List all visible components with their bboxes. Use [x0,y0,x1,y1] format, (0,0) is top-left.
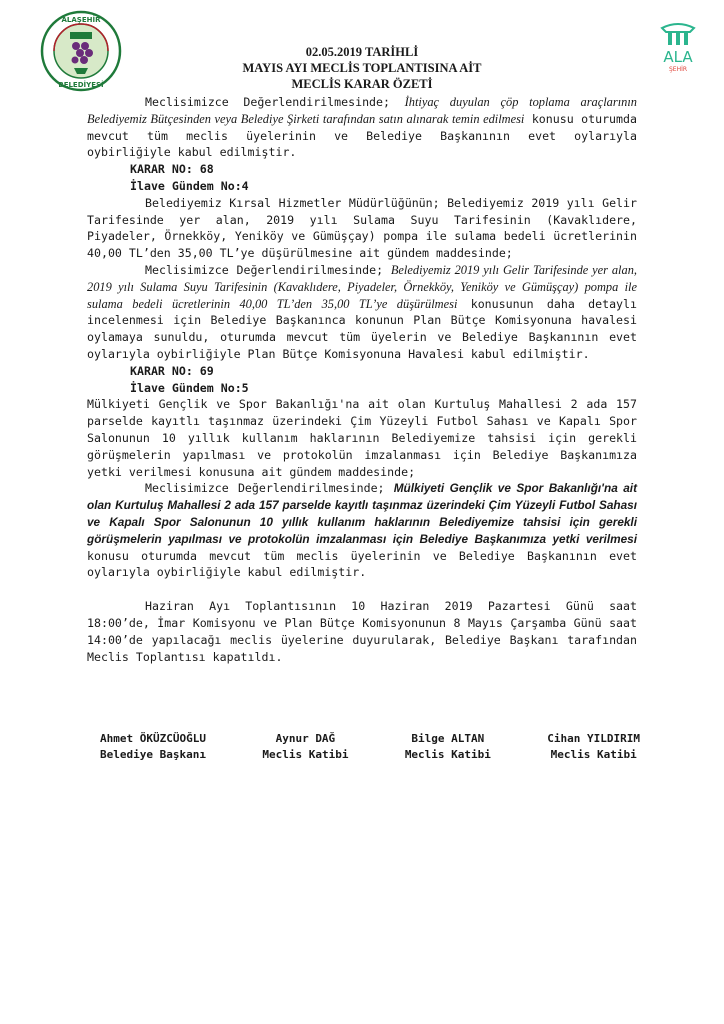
svg-text:ALAŞEHİR: ALAŞEHİR [61,16,101,24]
paragraph-decision-67: Meclisimizce Değerlendirilmesinde; İhtiyaç duyulan çöp toplama araçlarının Belediyemiz Bütçesinden veya Belediye Şirketi tarafından satın alınarak temin edilmesi konusu oturumda mevcut tüm meclis üyelerinin ve Belediye Başkanının evet oylarıyla oybirliğiyle kabul edilmiştir. [87,95,637,160]
document-header [0,44,724,92]
signatory-title: Meclis Katibi [404,748,491,761]
signatory-name: Ahmet ÖKÜZCÜOĞLU [100,732,206,745]
document-body [87,94,637,665]
bold-italic-subject: Mülkiyeti Gençlik ve Spor Bakanlığı'na ait olan Kurtuluş Mahallesi 2 ada 157 parselde kayıtlı taşınmaz üzerindeki Çim Yüzeyli Futbol Sahası ve Kapalı Spor Salonunun 10 yıllık kullanım haklarının Belediyemize tahsisi için gerekli görüşmelerin yapılması ve protokolün imzalanması için Belediye Başkanımıza yetki verilmesi [87,481,637,546]
signatory-title: Meclis Katibi [550,748,637,761]
signatory-name: Bilge ALTAN [411,732,485,745]
header-summary-title: MECLİS KARAR ÖZETİ [291,77,433,91]
italic-subject: İhtiyaç duyulan çöp toplama araçlarının Belediyemiz Bütçesinden veya Belediye Şirketi tarafından satın alınarak temin edilmesi [87,95,637,126]
italic-subject: Belediyemiz 2019 yılı Gelir Tarifesinde yer alan, 2019 yılı Sulama Suyu Tarifesinin (Kavaklıdere, Piyadeler, Örnekköy, Yeniköy ve Gümüşçay) pompa ile sulama bedeli ücretlerinin 40,00 TL’den 35,00 TL’ye düşürülmesi [87,262,637,311]
svg-text:ŞEHİR: ŞEHİR [668,66,688,73]
spacer [87,581,637,598]
signature-clerk-2 [405,731,491,763]
paragraph-decision-68: Meclisimizce Değerlendirilmesinde; Belediyemiz 2019 yılı Gelir Tarifesinde yer alan, 2019 yılı Sulama Suyu Tarifesinin (Kavaklıdere, Piyadeler, Örnekköy, Yeniköy ve Gümüşçay) pompa ile sulama bedeli ücretlerinin 40,00 TL’den 35,00 TL’ye düşürülmesi konusunun daha detaylı incelenmesi için Belediye Başkanınca konunun Plan Bütçe Komisyonuna havalesi oylamaya sunuldu, oturumda mevcut tüm üyelerin ve Belediye Başkanının evet oylarıyla oybirliğiyle Plan Bütçe Komisyonuna Havalesi kabul edilmiştir. [87,262,637,361]
paragraph-agenda-5: Mülkiyeti Gençlik ve Spor Bakanlığı'na ait olan Kurtuluş Mahallesi 2 ada 157 parselde kayıtlı taşınmaz üzerindeki Çim Yüzeyli Futbol Sahası ve Kapalı Spor Salonunun 10 yıllık kullanım haklarının Belediyemize tahsisi için gerekli görüşmelerin yapılması ve protokolün imzalanması için Belediye Başkanımıza yetki verilmesi konusuna ait gündem maddesinde; [87,397,637,479]
signatory-title: Belediye Başkanı [100,748,206,761]
svg-text:ALA: ALA [663,48,693,66]
paragraph-agenda-4: Belediyemiz Kırsal Hizmetler Müdürlüğünün; Belediyemiz 2019 yılı Gelir Tarifesinde yer alan, 2019 yılı Sulama Suyu Tarifesinin (Kavaklıdere, Piyadeler, Örnekköy, Yeniköy ve Gümüşçay) pompa ile sulama bedeli ücretlerinin 40,00 TL’den 35,00 TL’ye düşürülmesine ait gündem maddesinde; [87,195,637,261]
decision-number-69: KARAR NO: 69 [130,363,214,378]
signature-clerk-1 [262,731,348,763]
signature-mayor [100,731,206,763]
signatory-name: Aynur DAĞ [275,732,336,745]
signature-clerk-3 [547,731,640,763]
svg-text:BELEDİYESİ: BELEDİYESİ [58,81,104,89]
decision-number-68: KARAR NO: 68 [130,162,214,177]
paragraph-closing: Haziran Ayı Toplantısının 10 Haziran 2019 Pazartesi Günü saat 18:00’de, İmar Komisyonu ve Plan Bütçe Komisyonunun 8 Mayıs Çarşamba Günü saat 14:00’de yapılacağı meclis üyelerine duyurularak, Belediye Başkanı tarafından Meclis Toplantısı kapatıldı. [87,599,637,664]
header-date-line: 02.05.2019 TARİHLİ [305,45,419,59]
paragraph-decision-69: Meclisimizce Değerlendirilmesinde; Mülkiyeti Gençlik ve Spor Bakanlığı'na ait olan Kurtuluş Mahallesi 2 ada 157 parselde kayıtlı taşınmaz üzerindeki Çim Yüzeyli Futbol Sahası ve Kapalı Spor Salonunun 10 yıllık kullanım haklarının Belediyemize tahsisi için gerekli görüşmelerin yapılması ve protokolün imzalanması için Belediye Başkanımıza yetki verilmesi konusu oturumda mevcut tüm meclis üyelerinin ve Belediye Başkanının evet oylarıyla oybirliğiyle kabul edilmiştir. [87,481,637,580]
signatory-name: Cihan YILDIRIM [547,732,640,745]
header-meeting-line: MAYIS AYI MECLİS TOPLANTISINA AİT [242,61,482,75]
additional-agenda-5: İlave Gündem No:5 [130,380,249,395]
additional-agenda-4: İlave Gündem No:4 [130,178,249,193]
signatory-title: Meclis Katibi [262,748,349,761]
signature-block [100,731,640,763]
